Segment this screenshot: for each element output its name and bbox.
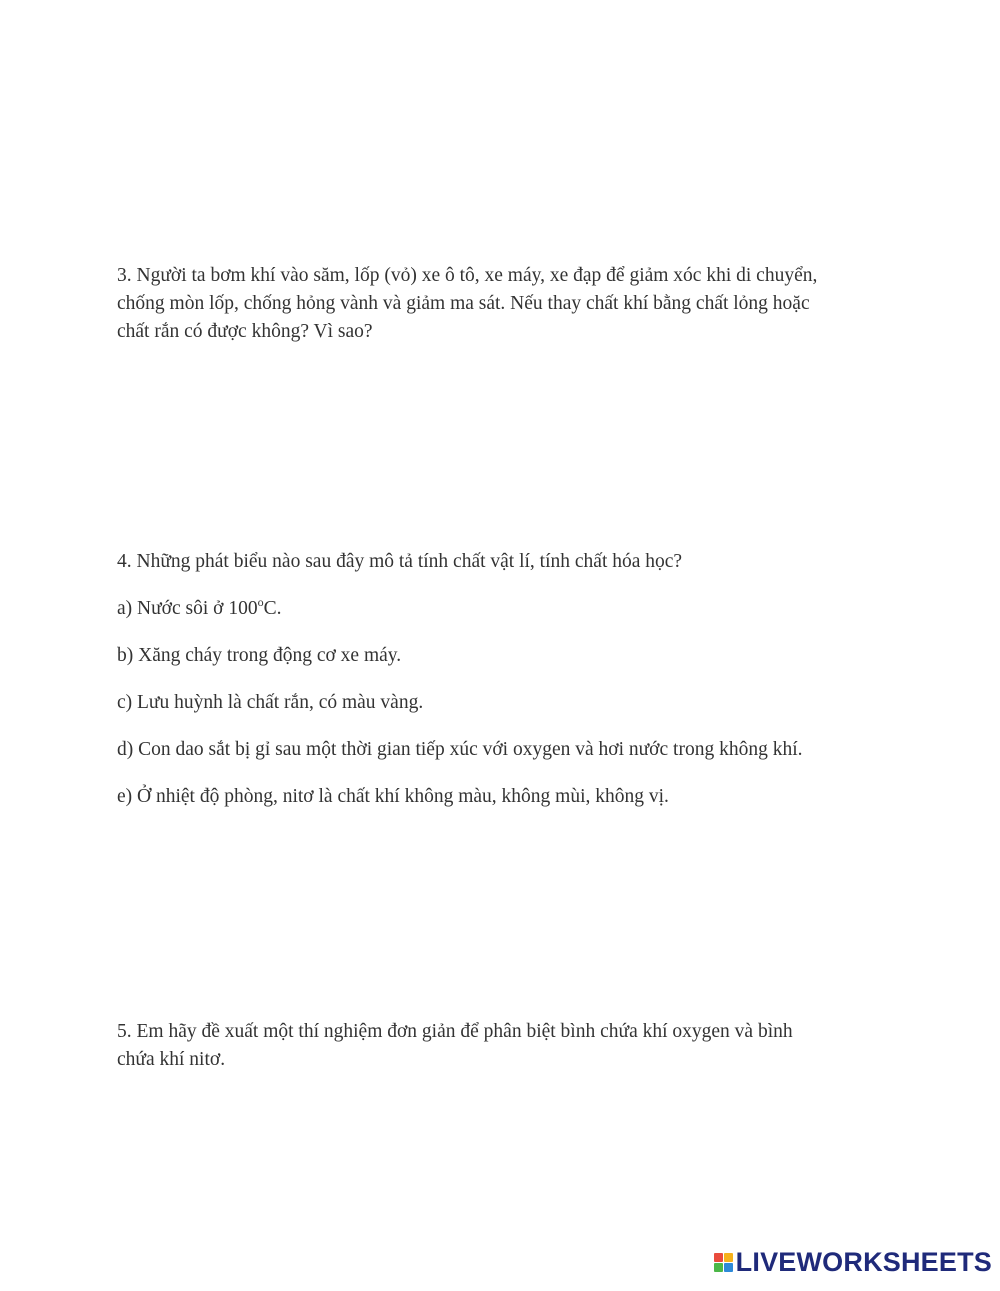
- question-5: [117, 1018, 887, 1074]
- question-4-prompt: 4. Những phát biểu nào sau đây mô tả tính chất vật lí, tính chất hóa học?: [117, 551, 683, 572]
- question-5-line-2: chứa khí nitơ.: [117, 1049, 226, 1070]
- liveworksheets-logo: [714, 1247, 992, 1277]
- question-4: [117, 548, 887, 830]
- logo-square-yellow: [724, 1253, 733, 1262]
- question-4-item-d: d) Con dao sắt bị gỉ sau một thời gian tiếp xúc với oxygen và hơi nước trong không khí.: [117, 739, 803, 760]
- question-3-line-3: chất rắn có được không? Vì sao?: [117, 321, 373, 342]
- question-4-item-c: c) Lưu huỳnh là chất rắn, có màu vàng.: [117, 692, 424, 713]
- question-4-item-b: b) Xăng cháy trong động cơ xe máy.: [117, 645, 402, 666]
- question-5-line-1: 5. Em hãy đề xuất một thí nghiệm đơn giản để phân biệt bình chứa khí oxygen và bình: [117, 1021, 793, 1042]
- logo-square-green: [714, 1263, 723, 1272]
- logo-square-blue: [724, 1263, 733, 1272]
- question-3-line-2: chống mòn lốp, chống hỏng vành và giảm ma sát. Nếu thay chất khí bằng chất lỏng hoặc: [117, 293, 810, 314]
- item-a-unit: C.: [263, 598, 282, 619]
- question-4-item-e: e) Ở nhiệt độ phòng, nitơ là chất khí không màu, không mùi, không vị.: [117, 786, 669, 807]
- logo-text: LIVEWORKSHEETS: [735, 1246, 992, 1277]
- logo-mark-icon: [714, 1253, 733, 1272]
- question-4-item-a: [117, 595, 887, 623]
- question-3-line-1: 3. Người ta bơm khí vào săm, lốp (vỏ) xe ô tô, xe máy, xe đạp để giảm xóc khi di chuyển,: [117, 265, 818, 286]
- degree-superscript: o: [257, 594, 264, 609]
- question-3: [117, 262, 887, 346]
- logo-square-red: [714, 1253, 723, 1262]
- item-a-text: a) Nước sôi ở 100: [117, 598, 258, 619]
